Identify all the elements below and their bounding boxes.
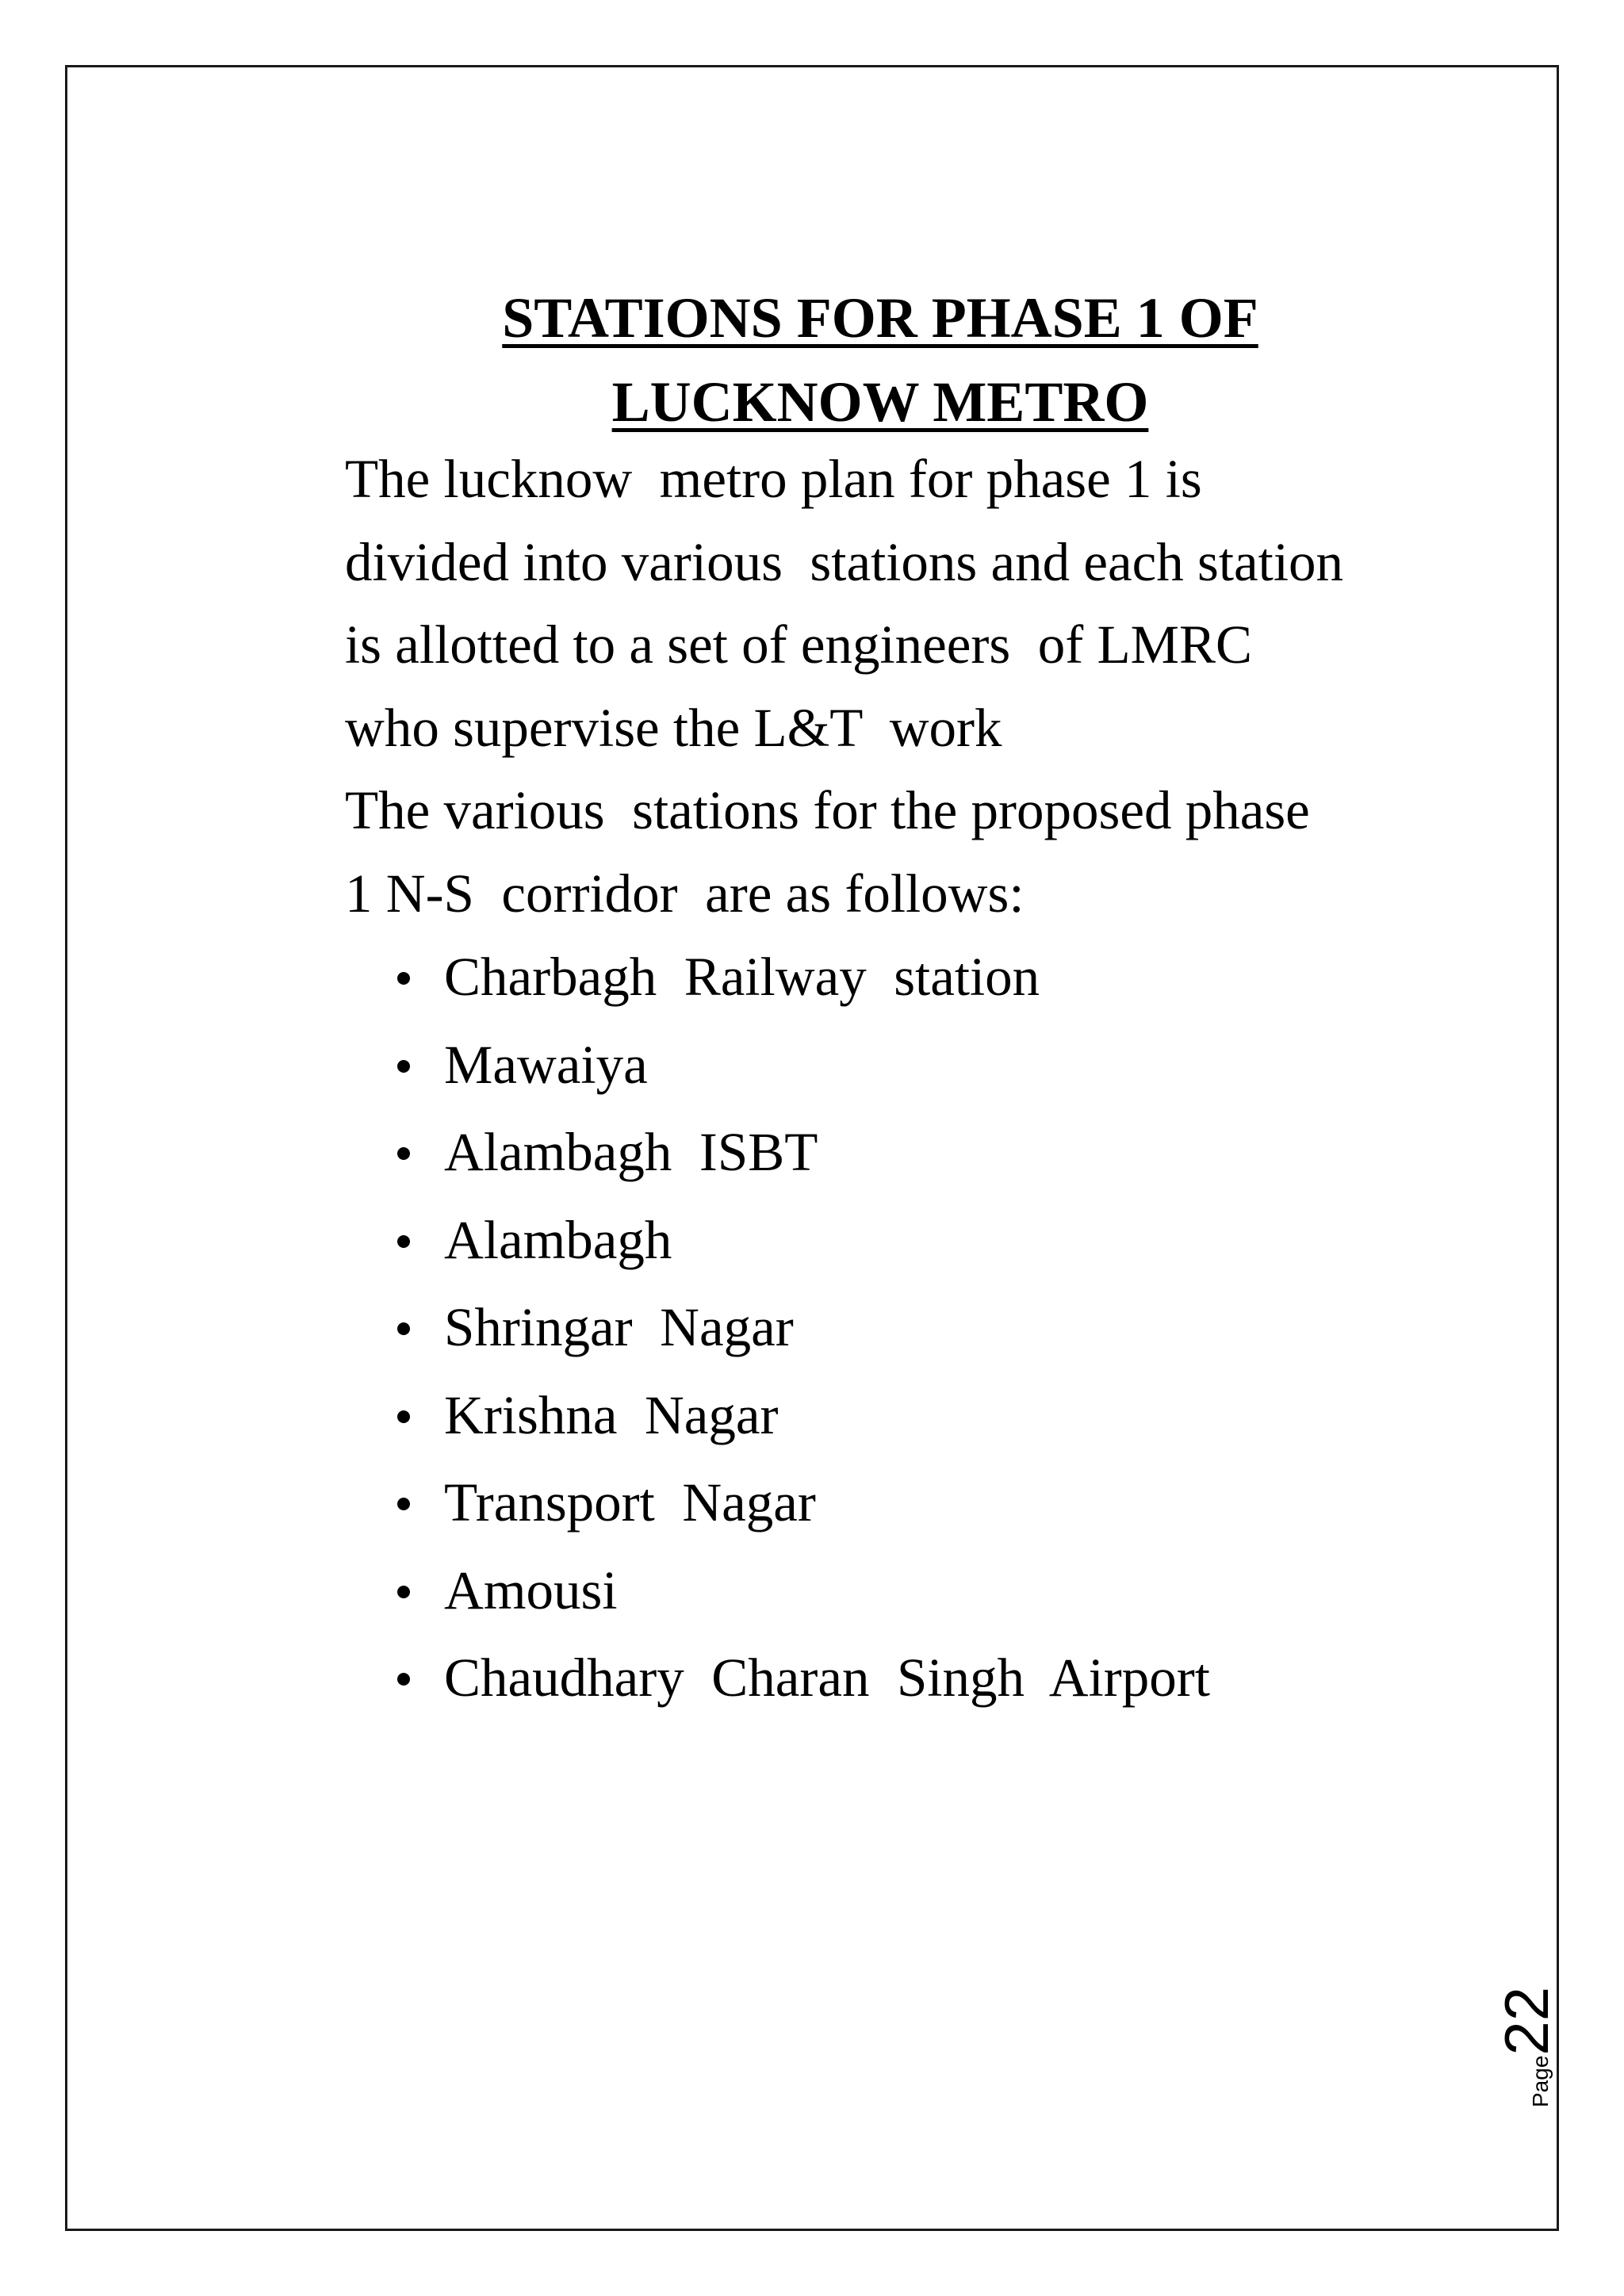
list-item: [345, 1021, 1210, 1109]
document-heading: [0, 276, 1624, 444]
station-name: Chaudhary Charan Singh Airport: [444, 1647, 1210, 1708]
paragraph-line: who supervise the L&T work: [345, 697, 1002, 758]
heading-line-2: LUCKNOW METRO: [611, 370, 1149, 434]
bullet-icon: [397, 1498, 410, 1510]
station-name: Transport Nagar: [444, 1472, 816, 1533]
list-item: [345, 1547, 1210, 1635]
bullet-icon: [397, 972, 410, 985]
bullet-icon: [397, 1060, 410, 1073]
station-name: Mawaiya: [444, 1034, 648, 1095]
paragraph-line: is allotted to a set of engineers of LMRC: [345, 614, 1253, 675]
bullet-icon: [397, 1673, 410, 1686]
list-item: [345, 1459, 1210, 1547]
bullet-icon: [397, 1147, 410, 1160]
bullet-icon: [397, 1235, 410, 1248]
paragraph-line: divided into various stations and each station: [345, 531, 1344, 592]
paragraph-line: The various stations for the proposed phase: [345, 780, 1310, 840]
list-item: [345, 1196, 1210, 1284]
page-number-value: 22: [1492, 1986, 1561, 2056]
station-name: Shringar Nagar: [444, 1297, 794, 1357]
station-name: Amousi: [444, 1559, 618, 1621]
list-item: [345, 1284, 1210, 1372]
station-name: Alambagh ISBT: [444, 1122, 818, 1182]
page-label: Page: [1528, 2055, 1553, 2107]
intro-paragraph: [345, 438, 1503, 935]
paragraph-line: The lucknow metro plan for phase 1 is: [345, 449, 1202, 509]
bullet-icon: [397, 1410, 410, 1423]
list-item: [345, 933, 1210, 1021]
list-item: [345, 1634, 1210, 1722]
list-item: [345, 1108, 1210, 1196]
bullet-icon: [397, 1322, 410, 1335]
heading-line-1: STATIONS FOR PHASE 1 OF: [502, 286, 1258, 350]
station-name: Krishna Nagar: [444, 1384, 779, 1445]
bullet-icon: [397, 1586, 410, 1598]
station-list: [345, 933, 1210, 1722]
paragraph-line: 1 N-S corridor are as follows:: [345, 863, 1025, 924]
page-number: [1465, 1988, 1561, 2107]
list-item: [345, 1372, 1210, 1460]
station-name: Charbagh Railway station: [444, 947, 1040, 1007]
station-name: Alambagh: [444, 1209, 672, 1270]
